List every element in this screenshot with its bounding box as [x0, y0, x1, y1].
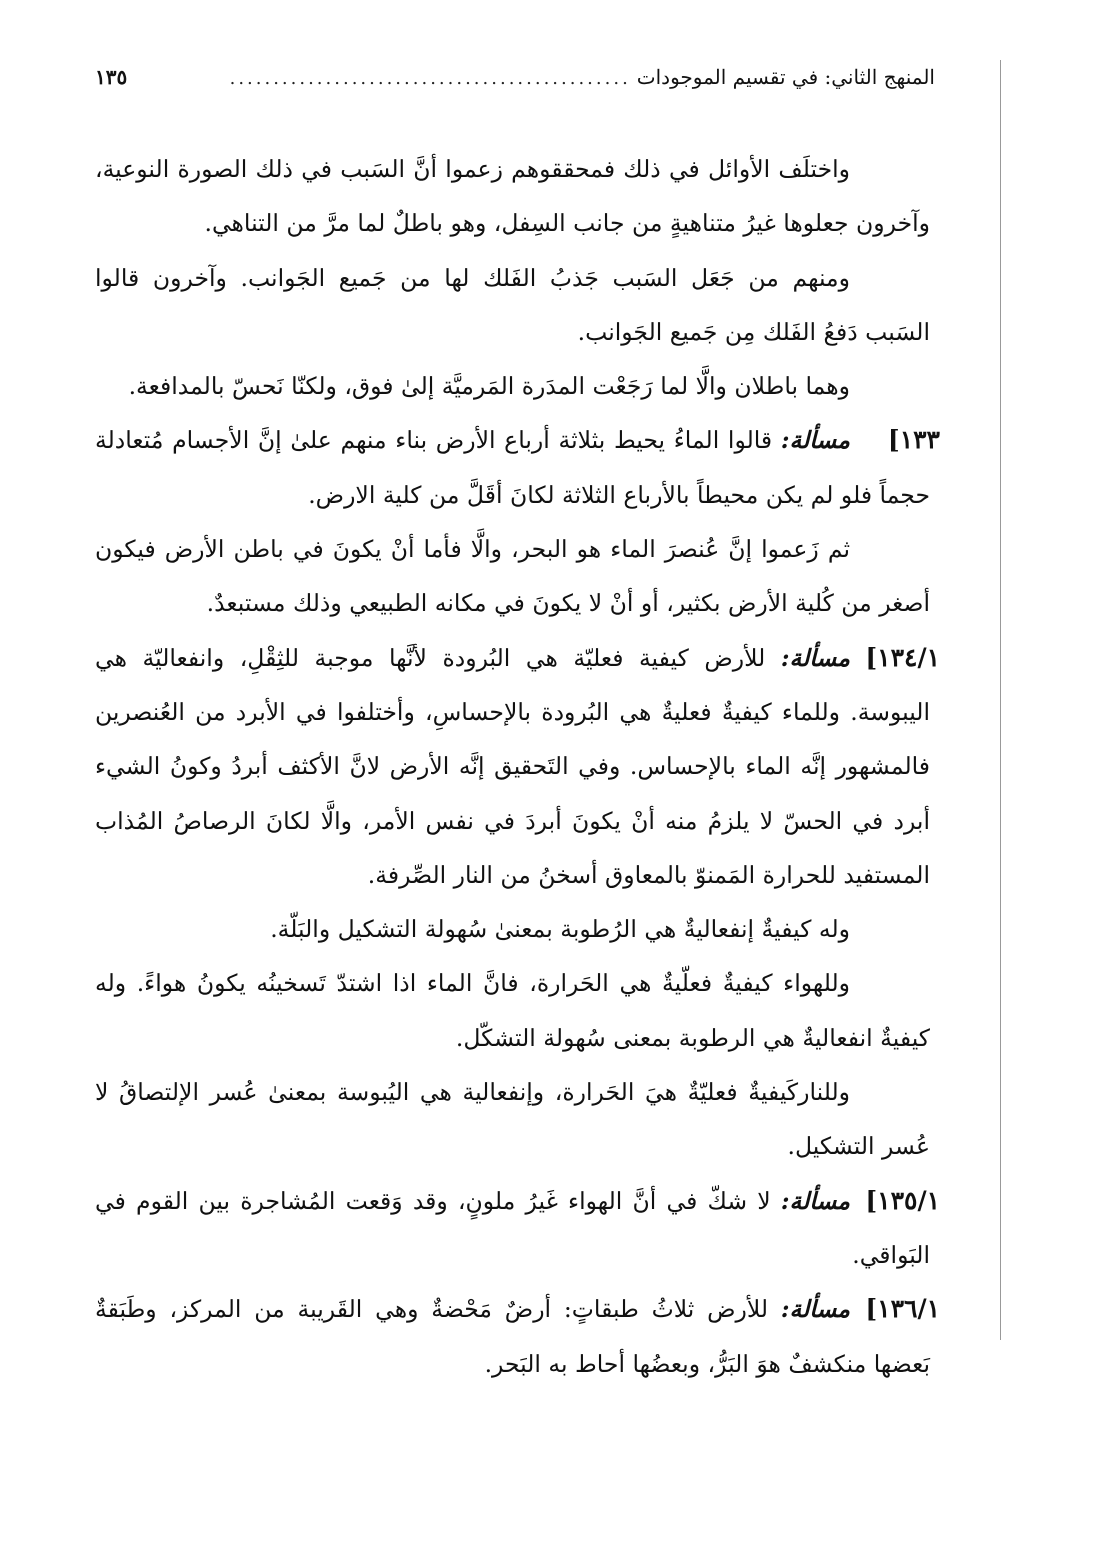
issue-number: ١٣٣]	[887, 425, 940, 455]
issue-keyword: مسألة:	[780, 1295, 850, 1324]
issue-number: ١٣٦/١]	[865, 1294, 940, 1324]
issue-keyword: مسألة:	[780, 1186, 850, 1215]
paragraph: وهما باطلان والَّا لما رَجَعْت المدَرة المَرميَّة إلىٰ فوق، ولكنّا نَحسّ بالمدافعة.	[128, 372, 850, 401]
issue-paragraph	[95, 413, 940, 522]
issue-paragraph	[95, 631, 940, 902]
header-leader-dots: ..............................................	[229, 68, 631, 89]
page-number: ١٣٥	[95, 65, 128, 89]
issue-paragraph	[95, 1282, 940, 1391]
issue-keyword: مسألة:	[780, 643, 850, 672]
issue-text: للأرض ثلاثُ طبقاتٍ: أرضٌ مَحْضةٌ وهي القَريبة من المركز، وطَبَقةٌ بَعضها منكشفٌ هوَ البَرُّ، وبعضُها أحاط به البَحر.	[95, 1295, 930, 1378]
issue-number: ١٣٤/١]	[865, 642, 940, 672]
paragraph: وللهواء كيفيةٌ فعلّيةٌ هي الحَرارة، فانَّ الماء اذا اشتدّ تَسخينُه يكونُ هواءً. وله كيفيةٌ انفعاليةٌ هي الرطوبة بمعنى سُهولة التشكّل.	[95, 969, 930, 1052]
header-title: المنهج الثاني: في تقسيم الموجودات	[636, 65, 935, 89]
issue-text: للأرض كيفية فعليّة هي البُرودة لأنَّها موجبة للثِقْلِ، وانفعاليّة هي اليبوسة. وللماء كيفيةٌ فعليةٌ هي البُرودة بالإحساسِ، وأختلفوا في الأبرد من العُنصرين فالمشهور إنَّه الماء بالإحساس. وفي التَحقيق إنَّه الأرض لانَّ الأكثف أبردُ وكونُ الشيء أبرد في الحسّ لا يلزمُ منه أنْ يكونَ أبردَ في نفس الأمر، والَّا لكانَ الرصاصُ المُذاب المستفيد للحرارة المَمنوّ بالمعاوق أسخنُ من النار الصِّرفة.	[95, 643, 930, 889]
body-text	[95, 142, 940, 1391]
paragraph: ثم زَعموا إنَّ عُنصرَ الماء هو البحر، والَّا فأما أنْ يكونَ في باطن الأرض فيكون أصغر من كُلية الأرض بكثير، أو أنْ لا يكونَ في مكانه الطبيعي وذلك مستبعدٌ.	[95, 535, 930, 618]
paragraph: وللناركَيفيةٌ فعليّةٌ هيَ الحَرارة، وإنفعالية هي اليُبوسة بمعنىٰ عُسر الإلتصاقُ لا عُسر التشكيل.	[95, 1078, 930, 1161]
issue-paragraph	[95, 1174, 940, 1283]
issue-text: قالوا الماءُ يحيط بثلاثة أرباع الأرض بناء منهم علىٰ إنَّ الأجسام مُتعادلة حجماً فلو لم يكن محيطاً بالأرباع الثلاثة لكانَ أقَلَّ من كلية الارض.	[95, 426, 930, 509]
running-header	[95, 55, 935, 89]
issue-text: لا شكّ في أنَّ الهواء غَيرُ ملونٍ، وقد وَقعت المُشاجرة بين القوم في البَواقي.	[95, 1186, 930, 1269]
margin-rule	[1000, 60, 1001, 1340]
paragraph: وله كيفيةٌ إنفعاليةٌ هي الرُطوبة بمعنىٰ سُهولة التشكيل والبَلّة.	[270, 915, 850, 944]
paragraph: ومنهم من جَعَل السَبب جَذبُ الفَلك لها من جَميع الجَوانب. وآخرون قالوا السَبب دَفعُ الفَلك مِن جَميع الجَوانب.	[95, 263, 930, 346]
issue-number: ١٣٥/١]	[865, 1185, 940, 1215]
issue-keyword: مسألة:	[780, 426, 850, 455]
paragraph: واختلَف الأوائل في ذلك فمحققوهم زعموا أنَّ السَبب في ذلك الصورة النوعية، وآخرون جعلوها غيرُ متناهيةٍ من جانب السِفل، وهو باطلٌ لما مرَّ من التناهي.	[95, 155, 930, 238]
